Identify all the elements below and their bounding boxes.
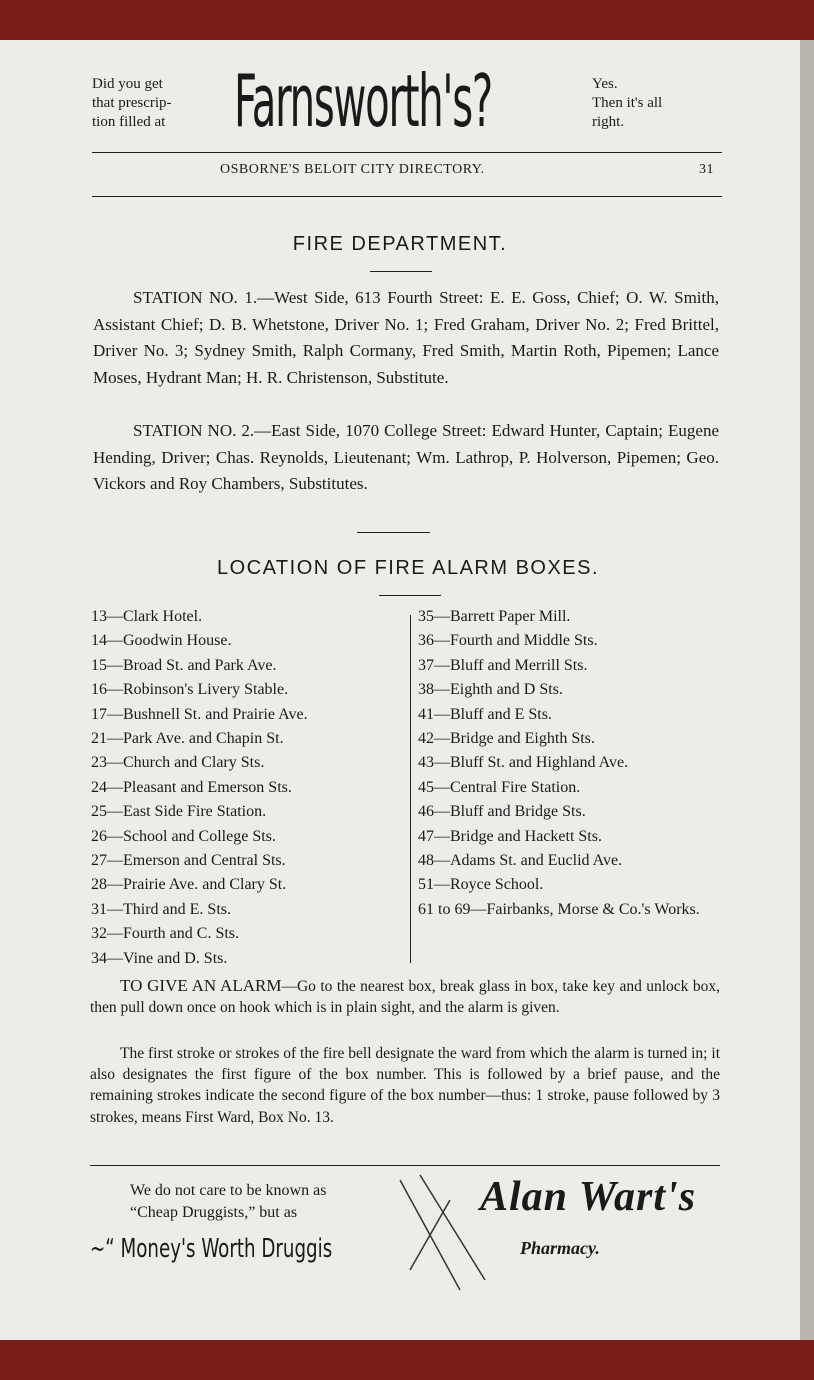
ad-brand-name: Farnsworth's? xyxy=(234,59,492,143)
list-item: 38—Eighth and D Sts. xyxy=(418,681,563,699)
list-item: 36—Fourth and Middle Sts. xyxy=(418,632,598,650)
list-item: 61 to 69—Fairbanks, Morse & Co.'s Works. xyxy=(418,900,700,918)
header-rule xyxy=(92,196,722,197)
book-binding-top xyxy=(0,0,814,40)
alarm-box-list-right xyxy=(418,605,718,922)
list-item: 47—Bridge and Hackett Sts. xyxy=(418,827,602,845)
list-item: 17—Bushnell St. and Prairie Ave. xyxy=(91,705,308,723)
alarm-box-list-left xyxy=(91,605,409,971)
ad-tagline: We do not care to be known as “Cheap Druggists,” but as xyxy=(130,1182,327,1221)
footer-rule xyxy=(90,1165,720,1166)
list-item: 21—Park Ave. and Chapin St. xyxy=(91,730,284,748)
list-item: 32—Fourth and C. Sts. xyxy=(91,925,240,943)
list-item: 14—Goodwin House. xyxy=(91,632,232,650)
list-item: 48—Adams St. and Euclid Ave. xyxy=(418,852,623,870)
list-item: 16—Robinson's Livery Stable. xyxy=(91,681,289,699)
book-page-edge xyxy=(800,40,814,1340)
alarm-boxes-heading: LOCATION OF FIRE ALARM BOXES. xyxy=(216,557,600,579)
alarm-instructions-1: TO GIVE AN ALARM—Go to the nearest box, break glass in box, take key and unlock box, then pull down once on hook which is in plain sight, and the alarm is given. xyxy=(90,976,720,1017)
directory-page xyxy=(0,40,800,1340)
ad-question: Did you get that prescrip- tion filled at xyxy=(92,76,172,130)
list-item: 45—Central Fire Station. xyxy=(418,778,581,796)
list-item: 41—Bluff and E Sts. xyxy=(418,705,552,723)
page-number: 31 xyxy=(699,162,714,177)
ad-pharmacy-sub: Pharmacy. xyxy=(520,1238,600,1258)
farnsworth-ad xyxy=(92,59,722,145)
book-binding-bottom xyxy=(0,1340,814,1380)
list-item: 25—East Side Fire Station. xyxy=(91,803,267,821)
list-item: 35—Barrett Paper Mill. xyxy=(418,608,571,625)
directory-title: OSBORNE'S BELOIT CITY DIRECTORY. xyxy=(220,162,485,177)
alarm-instructions-2: The first stroke or strokes of the fire bell designate the ward from which the alarm is turned in; it also designates the first figure of the box number. This is followed by a brief pause, and the remaining strokes indicate the second figure of the box number—thus: 1 stroke, pause followed by 3 strokes, means First Ward, Box No. 13. xyxy=(90,1045,720,1126)
list-item: 43—Bluff St. and Highland Ave. xyxy=(418,754,629,772)
heading-underline-2 xyxy=(379,595,441,596)
list-item: 37—Bluff and Merrill Sts. xyxy=(418,656,588,674)
heading-underline xyxy=(370,271,432,272)
alarm-lead: TO GIVE AN ALARM xyxy=(120,976,282,995)
list-item: 23—Church and Clary Sts. xyxy=(91,754,265,772)
list-item: 24—Pleasant and Emerson Sts. xyxy=(91,778,292,796)
list-item: 15—Broad St. and Park Ave. xyxy=(91,656,277,674)
list-item: 31—Third and E. Sts. xyxy=(91,900,231,918)
list-item: 13—Clark Hotel. xyxy=(91,608,203,625)
pharmacy-ad xyxy=(90,1174,790,1290)
fire-department-heading: FIRE DEPARTMENT. xyxy=(292,233,508,255)
list-item: 28—Prairie Ave. and Clary St. xyxy=(91,876,287,894)
ad-slogan: ~“ Money's Worth Druggis xyxy=(90,1234,333,1264)
stamp-flourish xyxy=(390,1170,510,1300)
station-2-paragraph: STATION NO. 2.—East Side, 1070 College Street: Edward Hunter, Captain; Eugene Hending, Driver; Chas. Reynolds, Lieutenant; Wm. Lathrop, P. Holverson, Pipemen; Geo. Vickors and Roy Chambers, Substitutes. xyxy=(93,421,719,493)
list-item: 34—Vine and D. Sts. xyxy=(91,949,228,967)
station-1-paragraph: STATION NO. 1.—West Side, 613 Fourth Street: E. E. Goss, Chief; O. W. Smith, Assistant Chief; D. B. Whetstone, Driver No. 1; Fred Graham, Driver No. 2; Fred Brittel, Driver No. 3; Sydney Smith, Ralph Cormany, Fred Smith, Martin Roth, Pipemen; Lance Moses, Hydrant Man; H. R. Christenson, Substitute. xyxy=(93,288,719,387)
list-item: 42—Bridge and Eighth Sts. xyxy=(418,730,595,748)
section-divider xyxy=(357,532,430,533)
list-item: 26—School and College Sts. xyxy=(91,827,276,845)
ad-divider-rule xyxy=(92,152,722,153)
list-item: 46—Bluff and Bridge Sts. xyxy=(418,803,586,821)
ad-answer: Yes. Then it's all right. xyxy=(592,76,663,130)
column-divider xyxy=(410,615,411,963)
list-item: 51—Royce School. xyxy=(418,876,544,894)
list-item: 27—Emerson and Central Sts. xyxy=(91,852,286,870)
ad-pharmacy-brand: Alan Wart's xyxy=(480,1174,697,1220)
